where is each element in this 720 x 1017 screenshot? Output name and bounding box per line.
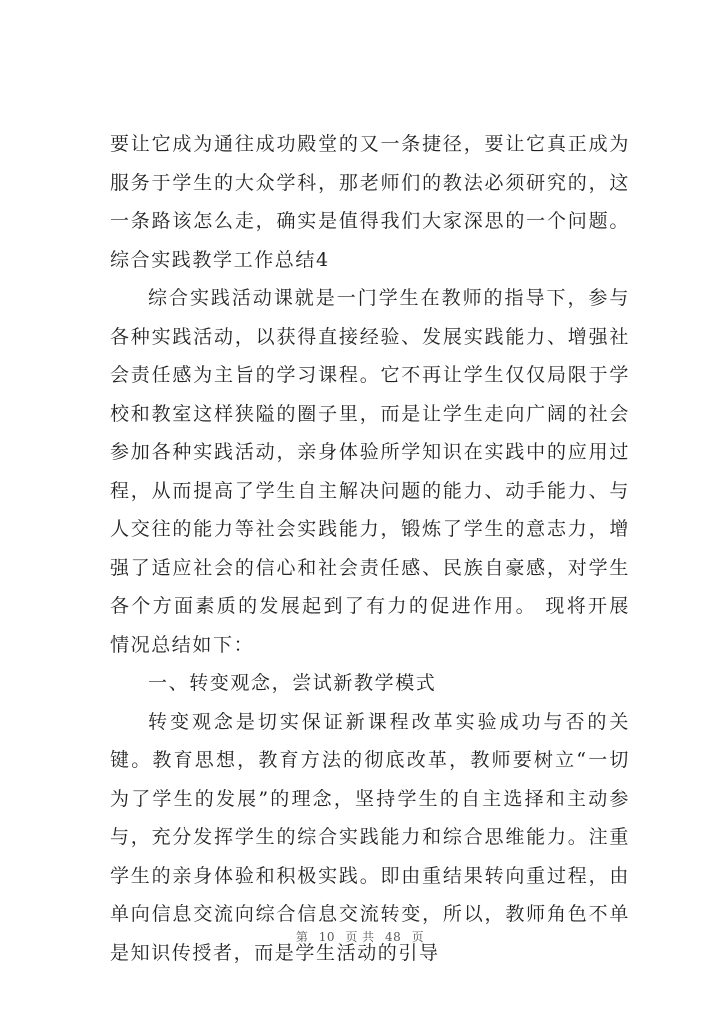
paragraph-intro: 综合实践活动课就是一门学生在教师的指导下，参与各种实践活动，以获得直接经验、发展实践能力、增强社会责任感为主旨的学习课程。它不再让学生仅仅局限于学校和教室这样狭隘的圈子里，而是让学生走向广阔的社会参加各种实践活动，亲身体验所学知识在实践中的应用过程，从而提高了学生自主解决问题的能力、动手能力、与人交往的能力等社会实践能力，锻炼了学生的意志力，增强了适应社会的信心和社会责任感、民族自豪感，对学生各个方面素质的发展起到了有力的促进作用。 现将开展情况总结如下：: [110, 287, 630, 656]
page-total: 48: [384, 930, 402, 944]
section-heading: 一、转变观念，尝试新教学模式: [148, 672, 437, 694]
page-number: 10: [318, 930, 335, 944]
footer-suffix: 页: [411, 930, 425, 944]
page-footer: [0, 928, 720, 945]
footer-middle: 页 共: [345, 930, 375, 944]
document-body: [110, 125, 630, 972]
paragraph-section-body: 转变观念是切实保证新课程改革实验成功与否的关键。教育思想，教育方法的彻底改革，教师要树立“一切为了学生的发展”的理念，坚持学生的自主选择和主动参与，充分发挥学生的综合实践能力和综合思维能力。注重学生的亲身体验和积极实践。即由重结果转向重过程，由单向信息交流向综合信息交流转变，所以，教师角色不单是知识传授者，而是学生活动的引导: [110, 710, 630, 964]
footer-prefix: 第: [295, 930, 309, 944]
paragraph-continuation: 要让它成为通往成功殿堂的又一条捷径，要让它真正成为服务于学生的大众学科，那老师们的教法必须研究的，这一条路该怎么走，确实是值得我们大家深思的一个问题。 综合实践教学工作总结4: [110, 133, 630, 271]
